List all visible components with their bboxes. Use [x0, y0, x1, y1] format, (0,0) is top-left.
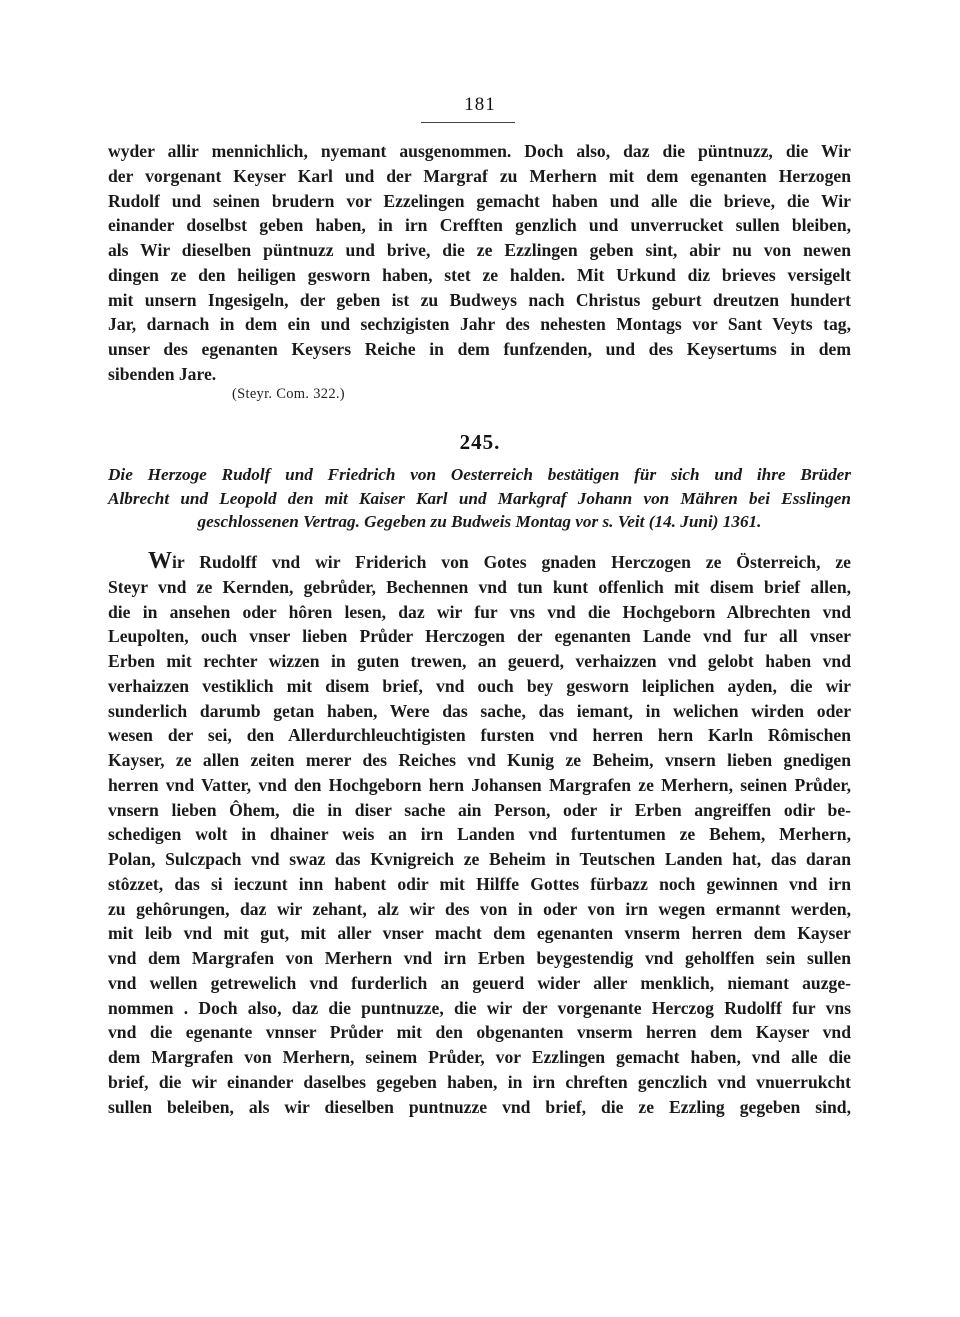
text-line: wyder allir mennichlich, nyemant ausgenommen. Doch also, daz die püntnuzz, die Wir: [108, 141, 851, 161]
page-number: 181: [464, 94, 496, 115]
text-line-rest: ir Rudolff vnd wir Friderich von Gotes gnaden Herczogen ze Österreich, ze: [172, 552, 851, 572]
initial-letter: W: [148, 548, 172, 574]
regest-line: Albrecht und Leopold den mit Kaiser Karl und Markgraf Johann von Mähren bei Esslingen: [108, 488, 851, 508]
source-citation: (Steyr. Com. 322.): [232, 386, 345, 402]
text-line: Erben mit rechter wizzen in guten trewen, an geuerd, verhaizzen vnd gelobt haben vnd: [108, 651, 851, 671]
text-line: zu gehôrungen, daz wir zehant, alz wir des von in oder von irn wegen ermannt werden,: [108, 898, 851, 919]
text-line: Leupolten, ouch vnser lieben Průder Herczogen der egenanten Lande vnd fur all vnser: [108, 626, 851, 647]
text-line: vnsern lieben Ôhem, die in diser sache ain Person, oder ir Erben angreiffen odir be-: [108, 799, 851, 820]
charter-text-block: [108, 549, 851, 1119]
text-line: als Wir dieselben püntnuzz und brive, die ze Ezzlingen geben sint, abir nu von newen: [108, 240, 851, 260]
text-line: dem Margrafen von Merhern, seinem Průder, vor Ezzlingen gemacht haben, vnd alle die: [108, 1047, 851, 1067]
text-line: mit leib vnd mit gut, mit aller vnser macht dem egenanten vnserm herren dem Kayser: [108, 923, 851, 944]
text-line: stôzzet, das si ieczunt inn habent odir mit Hilffe Gottes fürbazz noch gewinnen vnd irn: [108, 873, 851, 894]
text-line: vnd die egenante vnnser Průder mit den obgenanten vnserm herren dem Kayser vnd: [108, 1022, 851, 1043]
text-line: sunderlich darumb getan haben, Were das sache, das iemant, in welichen wirden oder: [108, 700, 851, 721]
continued-text-block: [108, 139, 851, 387]
text-line: Steyr vnd ze Kernden, gebrůder, Bechennen vnd tun kunt offenlich mit disem brief allen,: [108, 576, 851, 597]
text-line: brief, die wir einander daselbes gegeben haben, in irn chreften genczlich vnd vnuerrukcht: [108, 1071, 851, 1092]
text-line: nommen . Doch also, daz die puntnuzze, die wir der vorgenante Herczog Rudolff fur vns: [108, 997, 851, 1018]
text-line: schedigen wolt in dhainer weis an irn Landen vnd furtentumen ze Behem, Merhern,: [108, 824, 851, 845]
text-line: Polan, Sulczpach vnd swaz das Kvnigreich ze Beheim in Teutschen Landen hat, das daran: [108, 849, 851, 869]
text-line: verhaizzen vestiklich mit disem brief, vnd ouch bey gesworn leiplichen ayden, die wir: [108, 675, 851, 696]
text-line: einander doselbst geben haben, in irn Crefften genzlich und unverrucket sullen bleiben,: [108, 215, 851, 236]
text-line: Jar, darnach in dem ein und sechzigisten Jahr des nehesten Montags vor Sant Veyts tag,: [108, 314, 851, 335]
text-line: mit unsern Ingesigeln, der geben ist zu Budweys nach Christus geburt dreutzen hundert: [108, 289, 851, 310]
text-line: wesen der sei, den Allerdurchleuchtigisten fursten vnd herren hern Karln Rômischen: [108, 725, 851, 746]
text-line: vnd dem Margrafen von Merhern vnd irn Erben beygestendig vnd geholffen sein sullen: [108, 948, 851, 968]
regest-summary: [108, 463, 851, 534]
text-line: der vorgenant Keyser Karl und der Margraf zu Merhern mit dem egenanten Herzogen: [108, 165, 851, 186]
text-line: unser des egenanten Keysers Reiche in dem funfzenden, und des Keysertums in dem: [108, 339, 851, 359]
text-line: sullen beleiben, als wir dieselben puntnuzze vnd brief, die ze Ezzling gegeben sind,: [108, 1096, 851, 1117]
text-line: herren vnd Vatter, vnd den Hochgeborn hern Johansen Margrafen ze Merhern, seinen Průder,: [108, 774, 851, 795]
document-number: 245.: [459, 430, 501, 454]
text-line: vnd wellen getrewelich vnd furderlich an geuerd wider aller menklich, niemant auzge-: [108, 972, 851, 993]
page-number-rule: [421, 122, 515, 123]
text-line: die in ansehen oder hôren lesen, daz wir fur vns vnd die Hochgeborn Albrechten vnd: [108, 601, 851, 622]
text-line-first: [108, 549, 851, 575]
regest-line: Die Herzoge Rudolf und Friedrich von Oesterreich bestätigen für sich und ihre Brüder: [108, 465, 851, 484]
text-line: sibenden Jare.: [108, 363, 217, 384]
text-line: Rudolf und seinen brudern vor Ezzelingen gemacht haben und alle die brieve, die Wir: [108, 190, 851, 211]
text-line: Kayser, ze allen zeiten merer des Reiches vnd Kunig ze Beheim, vnsern lieben gnedigen: [108, 750, 851, 770]
text-line: dingen ze den heiligen gesworn haben, stet ze halden. Mit Urkund diz brieves versigelt: [108, 264, 851, 285]
regest-line: geschlossenen Vertrag. Gegeben zu Budweis Montag vor s. Veit (14. Juni) 1361.: [197, 512, 762, 532]
